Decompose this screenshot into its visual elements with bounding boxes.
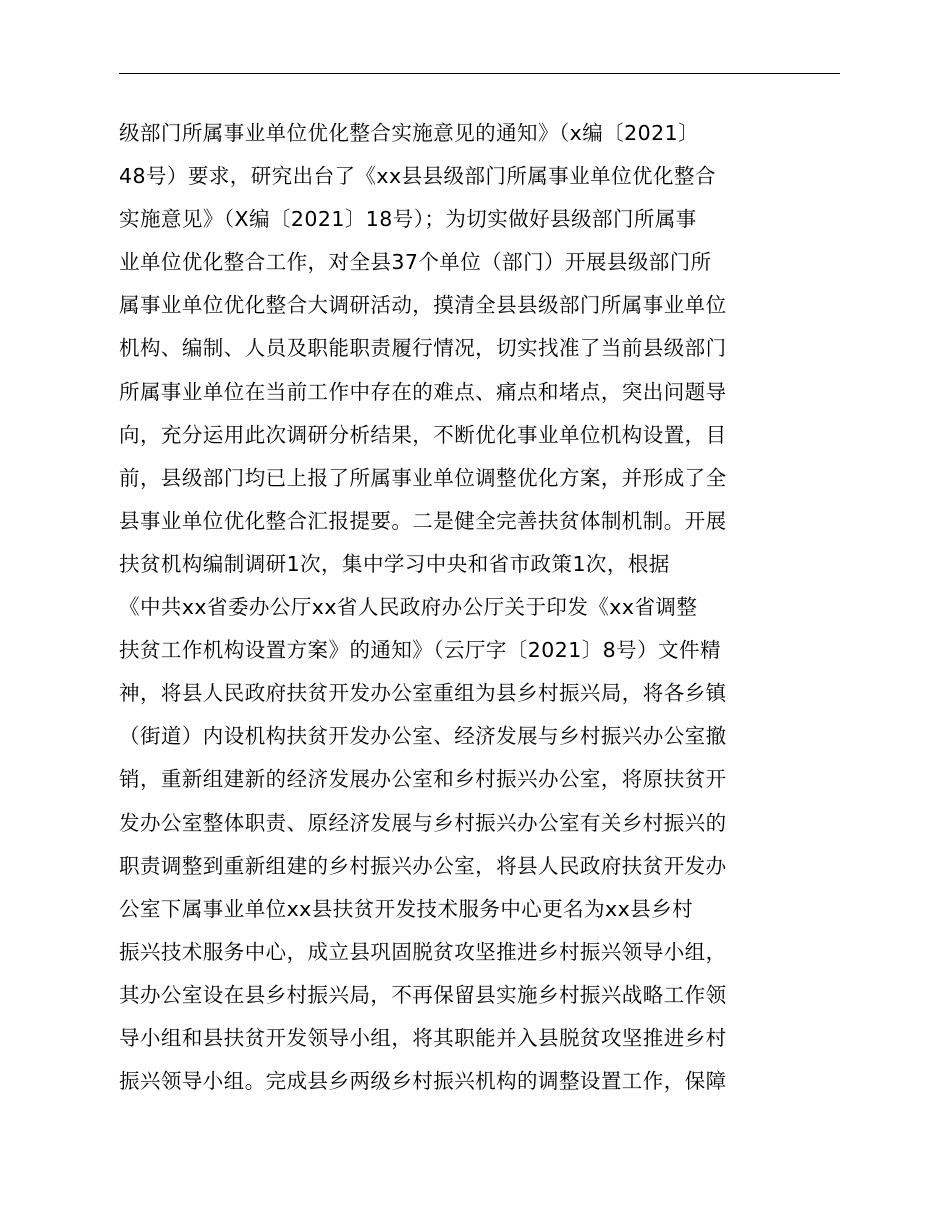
text-line: 销，重新组建新的经济发展办公室和乡村振兴办公室，将原扶贫开 — [119, 767, 727, 792]
text-line: 其办公室设在县乡村振兴局，不再保留县实施乡村振兴战略工作领 — [119, 982, 727, 1007]
text-line: 职责调整到重新组建的乡村振兴办公室，将县人民政府扶贫开发办 — [119, 853, 727, 878]
text-line: 前，县级部门均已上报了所属事业单位调整优化方案，并形成了全 — [119, 465, 727, 490]
text-line: （街道）内设机构扶贫开发办公室、经济发展与乡村振兴办公室撤 — [119, 724, 727, 749]
text-line: 扶贫机构编制调研1次，集中学习中央和省市政策1次，根据 — [119, 551, 670, 576]
text-line: 导小组和县扶贫开发领导小组，将其职能并入县脱贫攻坚推进乡村 — [119, 1025, 727, 1050]
text-line: 《中共xx省委办公厅xx省人民政府办公厅关于印发《xx省调整 — [119, 595, 698, 620]
text-line: 神，将县人民政府扶贫开发办公室重组为县乡村振兴局，将各乡镇 — [119, 681, 727, 706]
text-line: 业单位优化整合工作，对全县37个单位（部门）开展县级部门所 — [119, 250, 712, 275]
text-line: 振兴技术服务中心，成立县巩固脱贫攻坚推进乡村振兴领导小组， — [119, 939, 727, 964]
text-line: 属事业单位优化整合大调研活动，摸清全县县级部门所属事业单位 — [119, 293, 727, 318]
text-line: 机构、编制、人员及职能职责履行情况，切实找准了当前县级部门 — [119, 336, 727, 361]
text-line: 发办公室整体职责、原经济发展与乡村振兴办公室有关乡村振兴的 — [119, 810, 727, 835]
document-body — [119, 112, 849, 1103]
text-line: 级部门所属事业单位优化整合实施意见的通知》（x编〔2021〕 — [119, 121, 700, 145]
text-line: 县事业单位优化整合汇报提要。二是健全完善扶贫体制机制。开展 — [119, 508, 727, 533]
text-line: 振兴领导小组。完成县乡两级乡村振兴机构的调整设置工作，保障 — [119, 1069, 727, 1094]
text-line: 公室下属事业单位xx县扶贫开发技术服务中心更名为xx县乡村 — [119, 896, 694, 921]
text-line: 所属事业单位在当前工作中存在的难点、痛点和堵点，突出问题导 — [119, 379, 727, 404]
header-rule — [119, 73, 840, 74]
text-line: 48号）要求，研究出台了《xx县县级部门所属事业单位优化整合 — [119, 164, 716, 189]
text-line: 实施意见》（X编〔2021〕18号）；为切实做好县级部门所属事 — [119, 207, 697, 232]
text-line: 向，充分运用此次调研分析结果，不断优化事业单位机构设置，目 — [119, 422, 727, 447]
text-line: 扶贫工作机构设置方案》的通知》（云厅字〔2021〕8号）文件精 — [119, 638, 721, 663]
